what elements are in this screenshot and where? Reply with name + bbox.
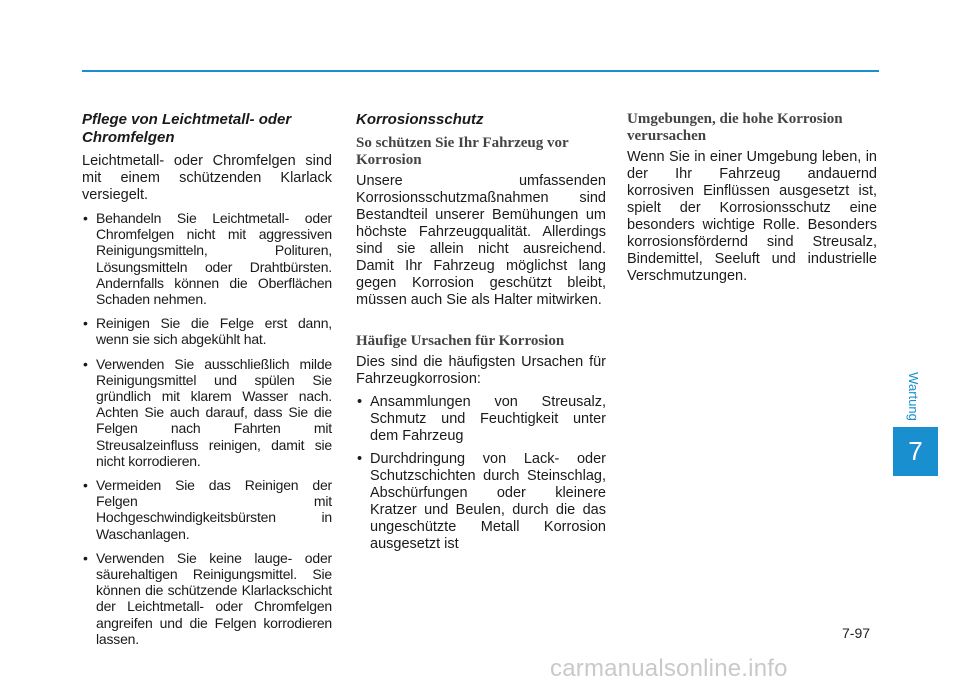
section-heading-corrosion: Korrosionsschutz: [356, 111, 484, 128]
paragraph-environments: Wenn Sie in einer Umgebung leben, in der Ihr Fahrzeug andauernd korrosiven Einflüssen ausgesetzt ist, spielt der Korrosionsschutz eine besonders wichtige Rolle. Besonders korrosionsfördernd sind Streusalz, Bindemittel, Seeluft und industrielle Verschmutzungen.: [627, 149, 877, 284]
list-item: • Verwenden Sie ausschließlich milde Reinigungsmittel und spülen Sie gründlich mit klarem Wasser nach. Achten Sie auch darauf, dass Sie die Felgen nach Fahrten mit Streusalzeinfluss reinigen, damit sie nicht korrodieren.: [83, 355, 332, 469]
list-item: • Behandeln Sie Leichtmetall- oder Chromfelgen nicht mit aggressiven Reinigungsmitteln, Polituren, Lösungsmitteln oder Drahtbürsten. Andernfalls können die Oberflächen Schaden nehmen.: [83, 210, 332, 308]
column-wheel-care: [82, 111, 332, 655]
list-item: • Reinigen Sie die Felge erst dann, wenn sie sich abgekühlt hat.: [83, 315, 332, 348]
list-item: • Ansammlungen von Streusalz, Schmutz und Feuchtigkeit unter dem Fahrzeug: [357, 394, 606, 444]
list-item: • Durchdringung von Lack- oder Schutzschichten durch Steinschlag, Abschürfungen oder kleinere Kratzer und Beulen, durch die das ungeschützte Metall Korrosion ausgesetzt ist: [357, 451, 606, 552]
list-item: • Vermeiden Sie das Reinigen der Felgen mit Hochgeschwindigkeitsbürsten in Waschanlagen.: [83, 477, 332, 542]
paragraph-protect: Unsere umfassenden Korrosionsschutzmaßnahmen sind Bestandteil unserer Bemühungen um höchste Fahrzeugqualität. Allerdings sind sie allein nicht ausreichend. Damit Ihr Fahrzeug möglichst lang gegen Korrosion geschützt bleibt, müssen auch Sie als Halter mitwirken.: [356, 173, 606, 308]
watermark-text: carmanualsonline.info: [550, 655, 788, 682]
wheel-care-list: [82, 210, 332, 647]
section-heading-wheels: Pflege von Leichtmetall- oder Chromfelgen: [82, 111, 292, 146]
column-environments: [627, 111, 877, 291]
section-side-label: Wartung: [905, 371, 921, 421]
page-number: 7-97: [842, 625, 871, 641]
list-item: • Verwenden Sie keine lauge- oder säurehaltigen Reinigungsmittel. Sie können die schützende Klarlackschicht der Leichtmetall- oder Chromfelgen angreifen und die Felgen korrodieren lassen.: [83, 549, 332, 647]
subheading-causes: Häufige Ursachen für Korrosion: [356, 333, 565, 349]
intro-paragraph: Leichtmetall- oder Chromfelgen sind mit einem schützenden Klarlack versiegelt.: [82, 153, 332, 203]
header-rule: [82, 70, 879, 72]
chapter-tab: 7: [893, 427, 938, 476]
column-corrosion: [356, 111, 606, 559]
subheading-environments: Umgebungen, die hohe Korrosion verursachen: [627, 111, 843, 144]
subheading-protect: So schützen Sie Ihr Fahrzeug vor Korrosion: [356, 135, 569, 168]
paragraph-causes: Dies sind die häufigsten Ursachen für Fahrzeugkorrosion:: [356, 354, 606, 387]
causes-list: [356, 394, 606, 553]
